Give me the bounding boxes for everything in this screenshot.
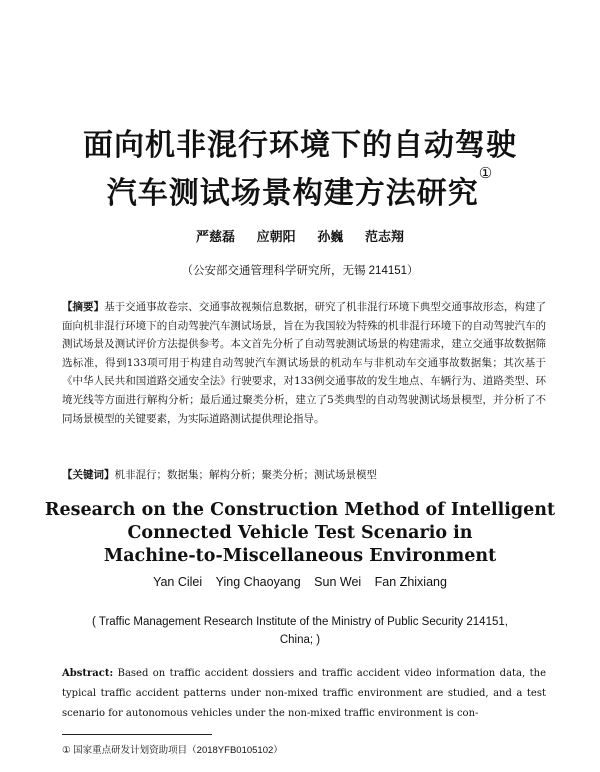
chinese-abstract-label: 【摘要】: [62, 301, 105, 313]
english-affiliation: ( Traffic Management Research Institute of the Ministry of Public Security 214151, China; ): [92, 616, 508, 646]
english-abstract-text: Based on traffic accident dossiers and traffic accident video information data, the typical traffic accident patterns under non-mixed traffic environment are studied, and a test scenario for autonomous vehicles under the non-mixed traffic environment is con-: [62, 668, 546, 719]
chinese-keywords-text: 机非混行；数据集；解构分析；聚类分析；测试场景模型: [114, 469, 377, 481]
english-title-line-2: Connected Vehicle Test Scenario in: [127, 523, 473, 543]
chinese-keywords-label: 【关键词】: [62, 469, 115, 481]
chinese-abstract-text: 基于交通事故卷宗、交通事故视频信息数据，研究了机非混行环境下典型交通事故形态，构建了面向机非混行环境下的自动驾驶汽车测试场景，旨在为我国较为特殊的机非混行环境下的自动驾驶汽车的测试场景及测试评价方法提供参考。本文首先分析了自动驾驶测试场景的构建需求，建立交通事故数据筛选标准，得到133项可用于构建自动驾驶汽车测试场景的机动车与非机动车交通事故数据集；其次基于《中华人民共和国道路交通安全法》行驶要求，对133例交通事故的发生地点、车辆行为、道路类型、环境光线等方面进行解构分析；最后通过聚类分析，建立了5类典型的自动驾驶测试场景模型，并分析了不同场景模型的关键要素，为实际道路测试提供理论指导。: [62, 301, 547, 425]
english-author: Fan Zhixiang: [374, 575, 447, 589]
title-footnote-marker: ①: [478, 164, 494, 182]
chinese-keywords: [62, 466, 546, 484]
footnote-text: 国家重点研发计划资助项目（2018YFB0105102）: [73, 745, 283, 756]
chinese-title-line-2: [0, 164, 600, 212]
english-title-line-3: Machine-to-Miscellaneous Environment: [103, 546, 497, 566]
chinese-author: 孙巍: [317, 229, 344, 244]
chinese-affiliation: （公安部交通管理科学研究所，无锡 214151）: [181, 265, 419, 277]
footnote: [62, 742, 546, 756]
chinese-title-line-1: [0, 120, 600, 164]
chinese-author: 严慈磊: [196, 229, 236, 244]
chinese-abstract: [62, 298, 546, 428]
chinese-title-line-2-text: 汽车测试场景构建方法研究: [106, 176, 479, 211]
english-author: Sun Wei: [314, 575, 362, 589]
chinese-author: 应朝阳: [256, 229, 296, 244]
chinese-author-list: [0, 226, 600, 245]
english-author: Yan Cilei: [153, 575, 203, 589]
chinese-author: 范志翔: [364, 229, 404, 244]
english-author-list: [0, 575, 600, 589]
english-title-line-1: Research on the Construction Method of Intelligent: [44, 500, 556, 520]
english-author: Ying Chaoyang: [215, 575, 301, 589]
english-abstract: [62, 664, 546, 724]
footnote-divider: [62, 734, 212, 735]
chinese-title-line-1-text: 面向机非混行环境下的自动驾驶: [83, 128, 517, 163]
footnote-marker: ①: [62, 745, 71, 756]
english-abstract-label: Abstract:: [62, 668, 114, 679]
